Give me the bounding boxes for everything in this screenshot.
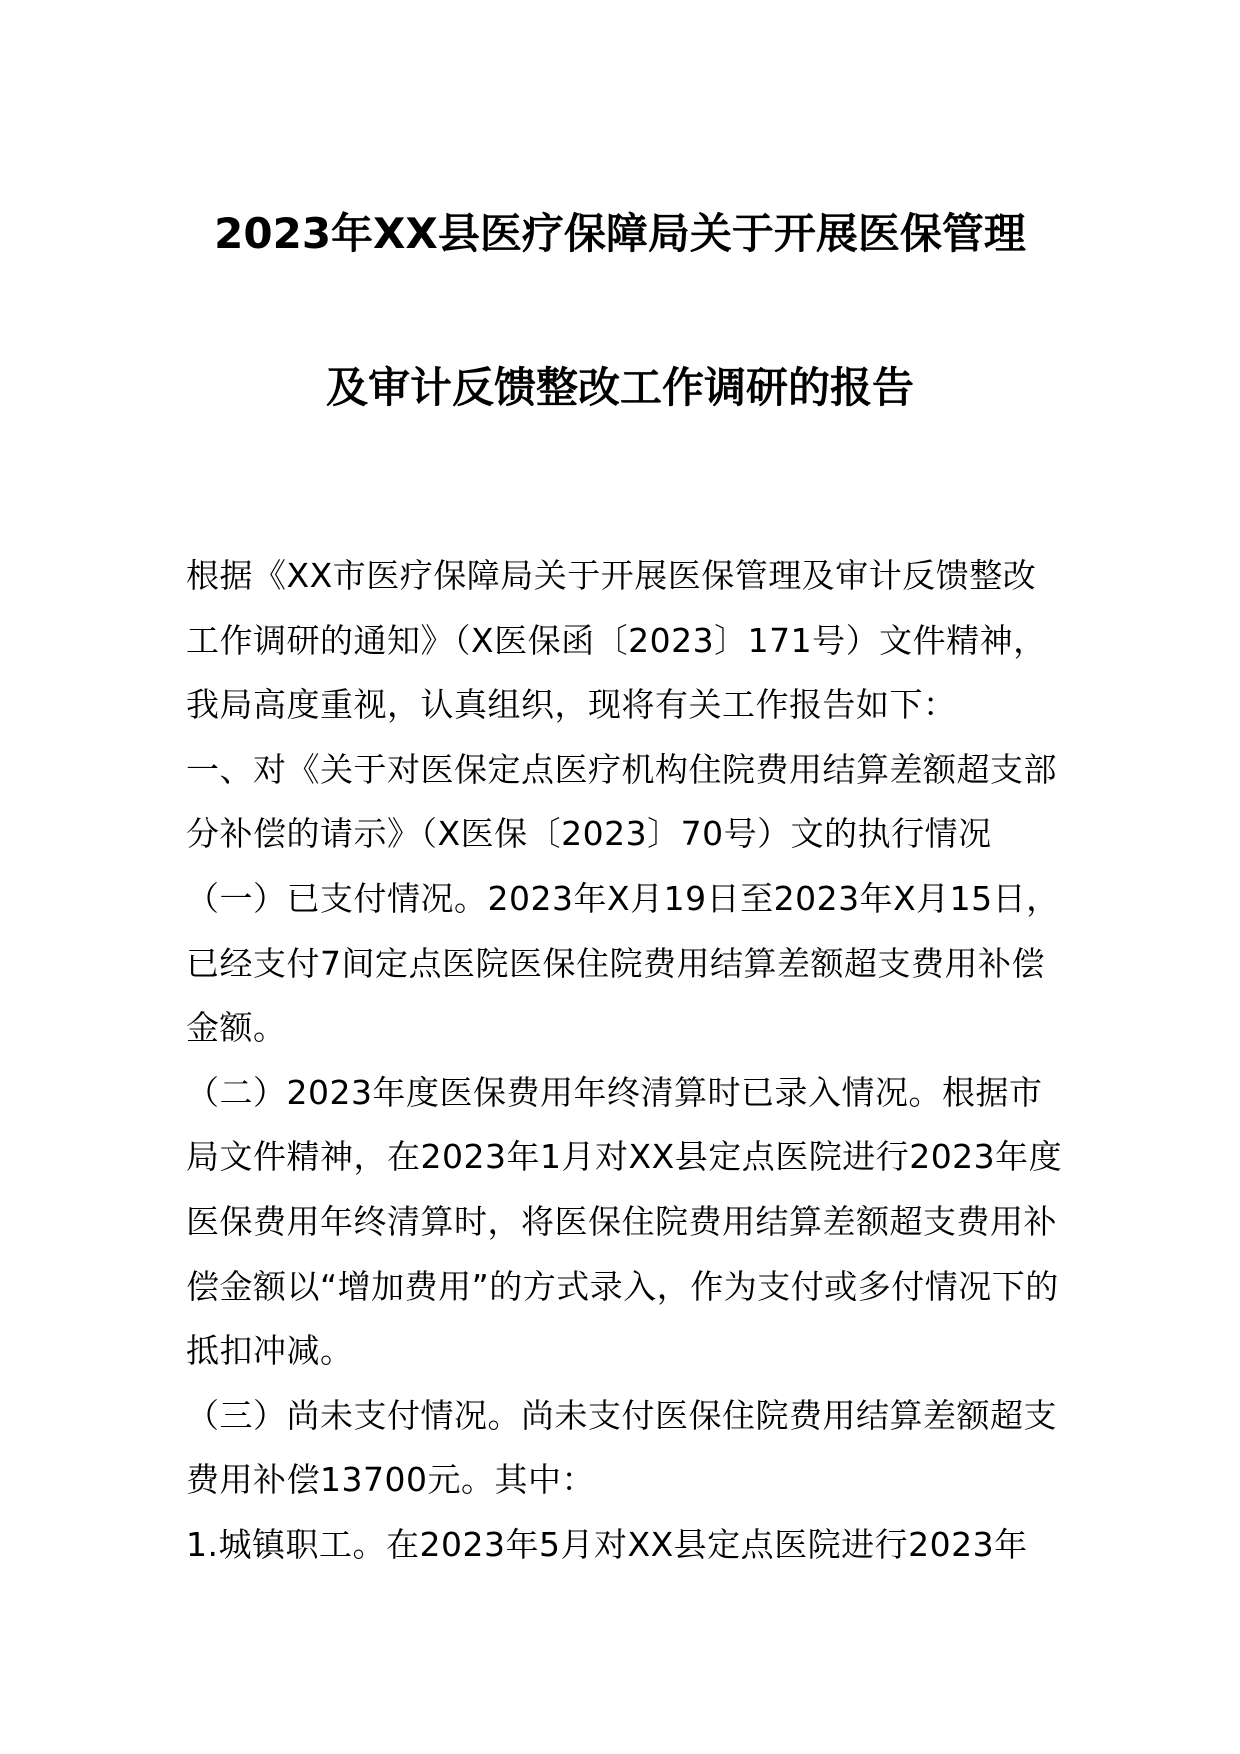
- paragraph-urban-employees: 1.城镇职工。在2023年5月对XX县定点医院进行2023年: [186, 1524, 1028, 1564]
- document-title-line-1: 2023年XX县医疗保障局关于开展医保管理: [214, 209, 1026, 258]
- document-title-line-2: 及审计反馈整改工作调研的报告: [325, 363, 914, 412]
- paragraph-year-end-settlement: （二）2023年度医保费用年终清算时已录入情况。根据市局文件精神，在2023年1月对XX县定点医院进行2023年度医保费用年终清算时，将医保住院费用结算差额超支费用补偿金额以“增加费用”的方式录入，作为支付或多付情况下的抵扣冲减。: [186, 1072, 1063, 1371]
- document-body: [186, 544, 1066, 1578]
- paragraph-paid-status: （一）已支付情况。2023年X月19日至2023年X月15日，已经支付7间定点医院医保住院费用结算差额超支费用补偿金额。: [186, 878, 1060, 1048]
- paragraph-unpaid-status: （三）尚未支付情况。尚未支付医保住院费用结算差额超支费用补偿13700元。其中：: [186, 1395, 1057, 1500]
- paragraph-intro: 根据《XX市医疗保障局关于开展医保管理及审计反馈整改工作调研的通知》（X医保函〔2023〕171号）文件精神，我局高度重视，认真组织，现将有关工作报告如下：: [186, 556, 1047, 725]
- paragraph-section-1-heading: 一、对《关于对医保定点医疗机构住院费用结算差额超支部分补偿的请示》（X医保〔2023〕70号）文的执行情况: [186, 749, 1057, 854]
